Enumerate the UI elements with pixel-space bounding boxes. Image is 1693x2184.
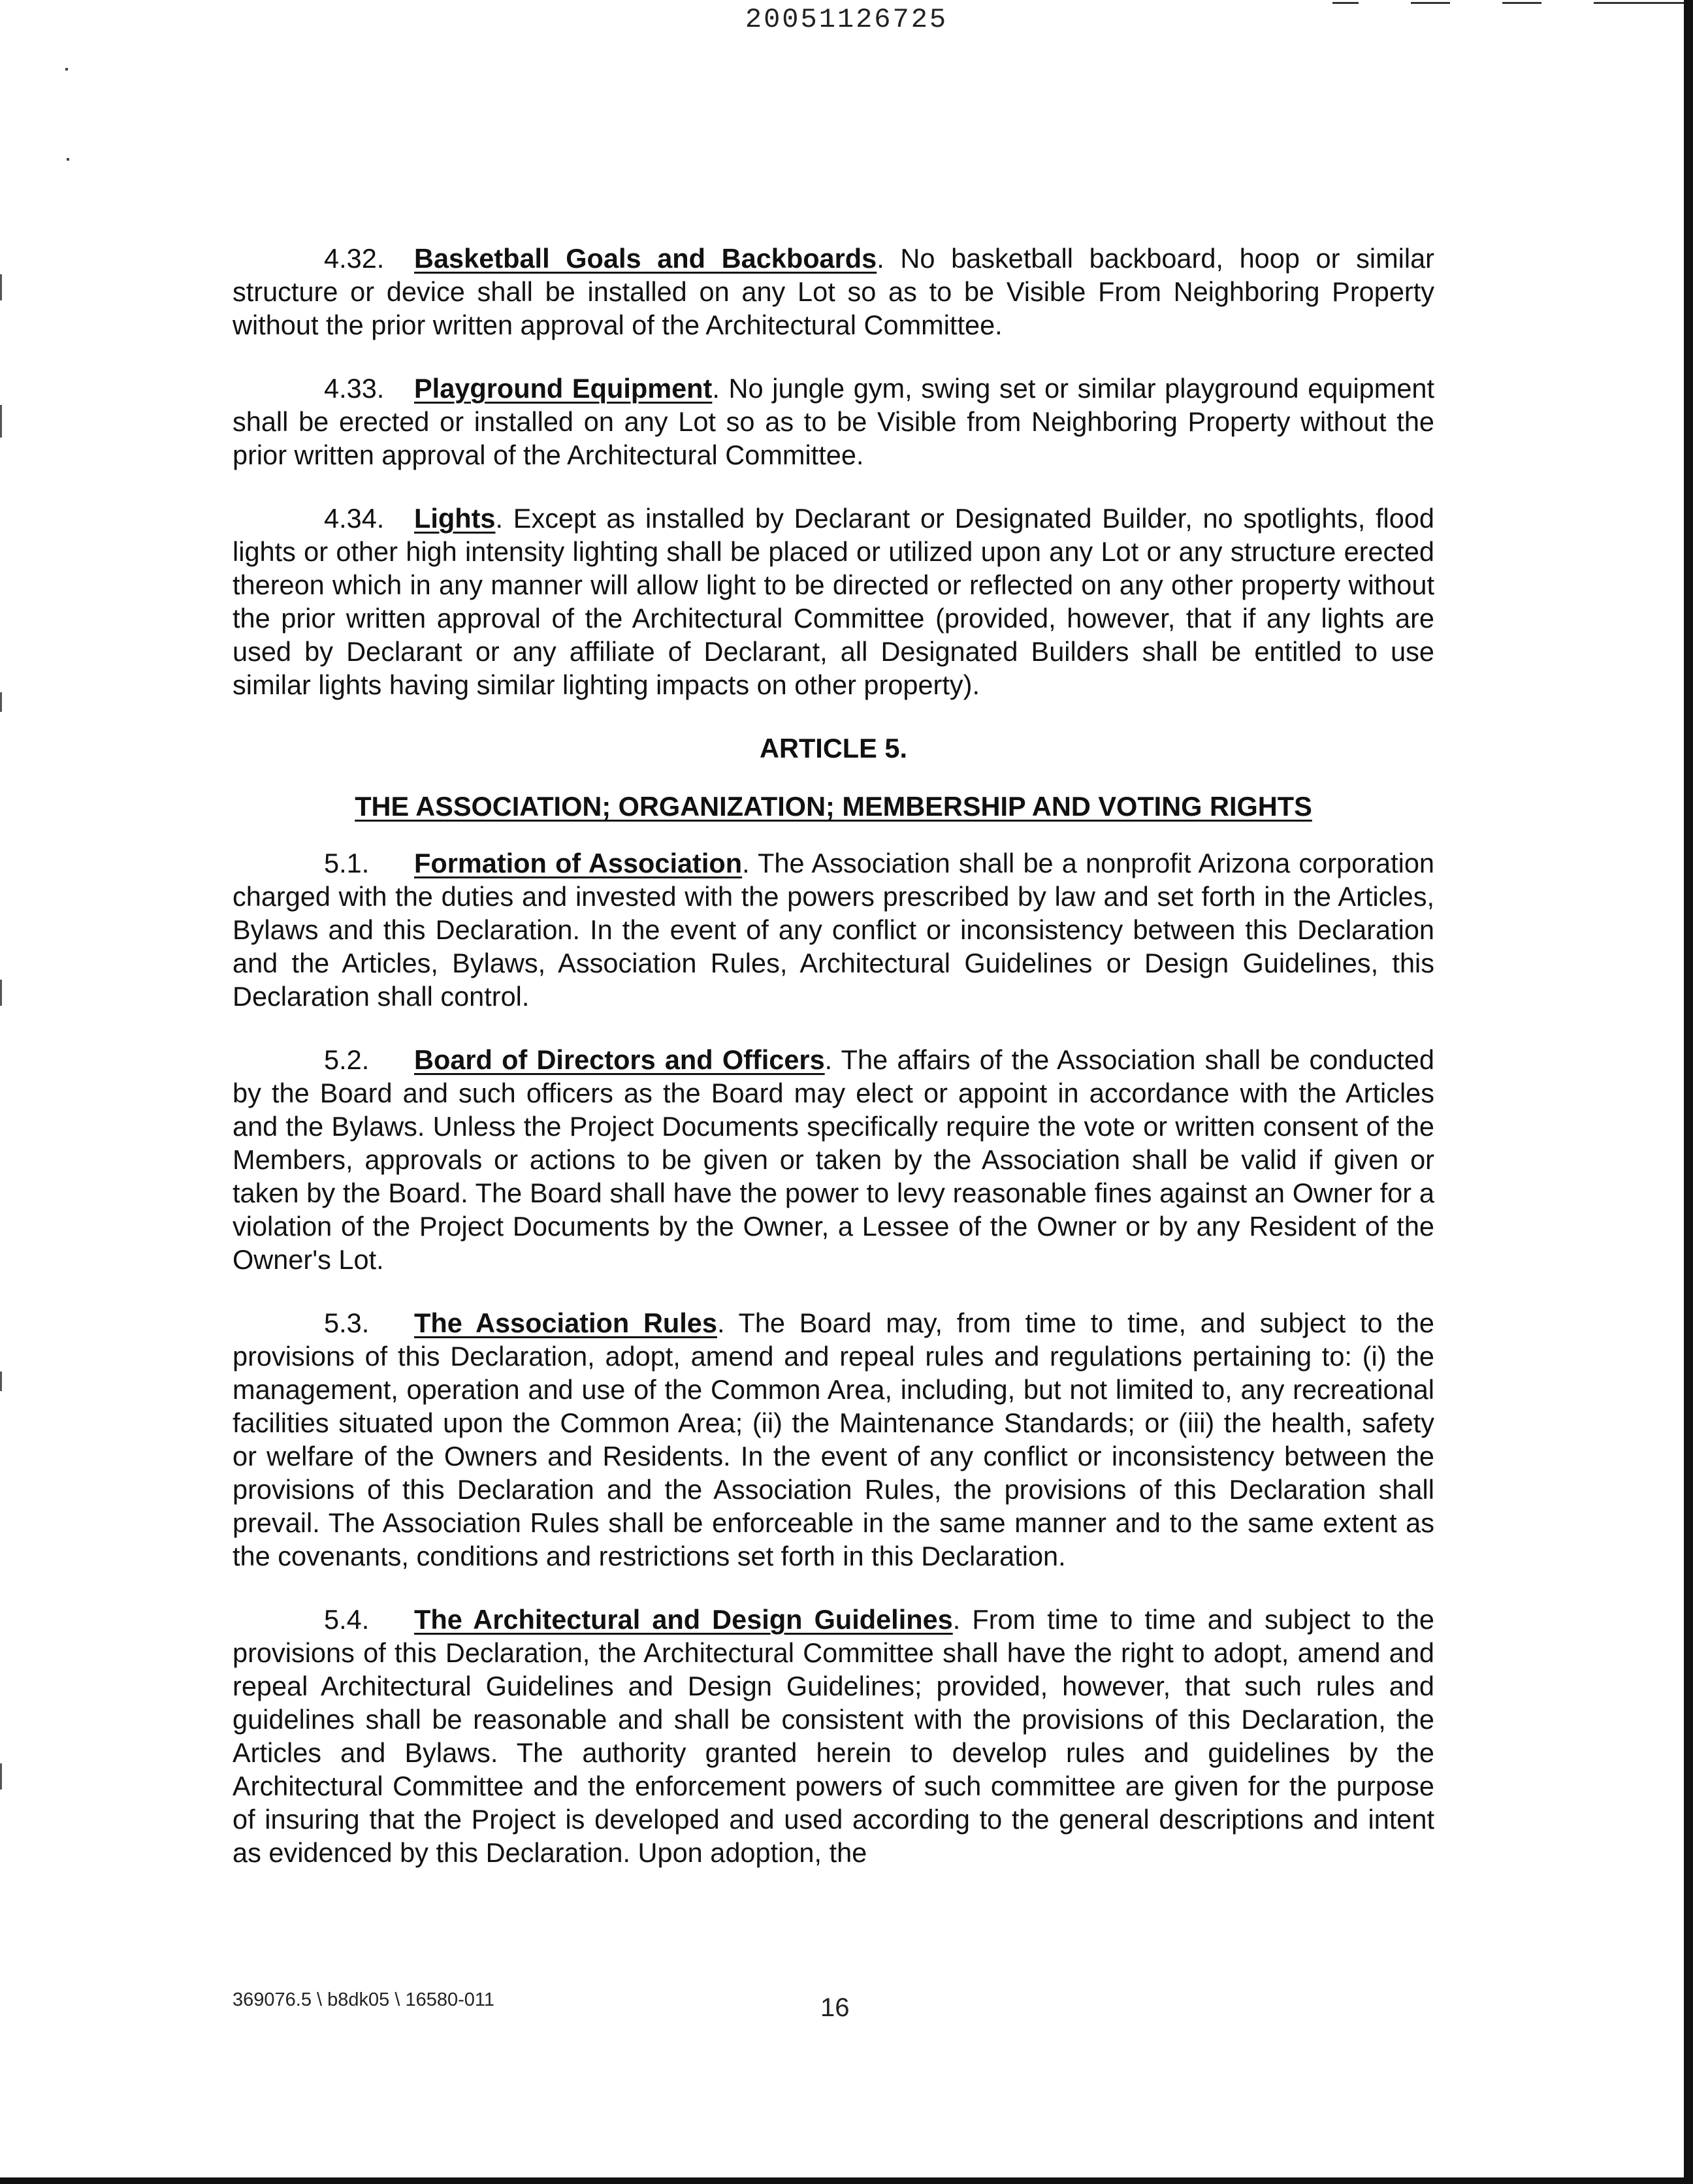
scan-edge-bottom bbox=[0, 2177, 1693, 2184]
scan-edge-right bbox=[1684, 0, 1693, 2184]
section-number: 5.2. bbox=[324, 1044, 370, 1075]
section-number: 5.3. bbox=[324, 1308, 370, 1338]
section-text: . No basketball backboard, hoop or similar structure or device shall be installed on any Lot so as to be Visible From Neighboring Property without the prior written approval of the Architectural Committee. bbox=[233, 243, 1434, 340]
page-number: 16 bbox=[820, 1993, 850, 2022]
section-number: 5.1. bbox=[324, 848, 370, 878]
section-text: . The Board may, from time to time, and subject to the provisions of this Declaration, adopt, amend and repeal rules and regulations pertaining to: (i) the management, operation and use of the Common Area, including, but not limited to, any recreational facilities situated upon the Common Area; (ii) the Maintenance Standards; or (iii) the health, safety or welfare of the Owners and Residents. In the event of any conflict or inconsistency between the provisions of this Declaration and the Association Rules, the provisions of this Declaration shall prevail. The Association Rules shall be enforceable in the same manner and to the same extent as the covenants, conditions and restrictions set forth in this Declaration. bbox=[233, 1308, 1435, 1571]
section-4-33 bbox=[233, 372, 1434, 472]
recording-number: 20051126725 bbox=[745, 4, 948, 35]
footer-document-id: 369076.5 \ b8dk05 \ 16580-011 bbox=[233, 1989, 494, 2010]
section-heading: The Association Rules bbox=[414, 1308, 717, 1338]
section-4-34 bbox=[233, 502, 1434, 701]
scan-edge-tick bbox=[0, 980, 2, 1006]
article-title: ARTICLE 5. bbox=[760, 733, 907, 763]
article-subtitle: THE ASSOCIATION; ORGANIZATION; MEMBERSHIP AND VOTING RIGHTS bbox=[355, 791, 1312, 822]
section-text: . No jungle gym, swing set or similar playground equipment shall be erected or installed on any Lot so as to be Visible from Neighboring Property without the prior written approval of the Architectural Committee. bbox=[233, 373, 1435, 470]
section-number: 4.34. bbox=[324, 503, 385, 534]
scan-speck bbox=[67, 158, 69, 161]
scan-edge-tick bbox=[0, 1372, 2, 1391]
section-heading: Lights bbox=[414, 503, 496, 534]
section-heading: Board of Directors and Officers bbox=[414, 1044, 825, 1075]
document-body bbox=[233, 242, 1434, 1899]
section-number: 5.4. bbox=[324, 1604, 370, 1635]
section-text: . Except as installed by Declarant or Designated Builder, no spotlights, flood lights or other high intensity lighting shall be placed or utilized upon any Lot or any structure erected thereon which in any manner will allow light to be directed or reflected on any other property without the prior written approval of the Architectural Committee (provided, however, that if any lights are used by Declarant or any affiliate of Declarant, all Designated Builders shall be entitled to use similar lights having similar lighting impacts on other property). bbox=[233, 503, 1434, 700]
section-5-2 bbox=[233, 1043, 1434, 1276]
section-number: 4.33. bbox=[324, 373, 385, 404]
section-text: . The Association shall be a nonprofit Arizona corporation charged with the duties and invested with the powers prescribed by law and set forth in the Articles, Bylaws and this Declaration. In the event of any conflict or inconsistency between this Declaration and the Articles, Bylaws, Association Rules, Architectural Guidelines or Design Guidelines, this Declaration shall control. bbox=[233, 848, 1434, 1012]
section-number: 4.32. bbox=[324, 243, 385, 274]
section-5-1 bbox=[233, 846, 1434, 1013]
section-5-3 bbox=[233, 1306, 1434, 1573]
section-text: . From time to time and subject to the provisions of this Declaration, the Architectural Committee shall have the right to adopt, amend and repeal Architectural Guidelines and Design Guidelines; provided, however, that such rules and guidelines shall be reasonable and shall be consistent with the provisions of this Declaration, the Articles and Bylaws. The authority granted herein to develop rules and guidelines by the Architectural Committee and the enforcement powers of such committee are given for the purpose of insuring that the Project is developed and used according to the general descriptions and intent as evidenced by this Declaration. Upon adoption, the bbox=[233, 1604, 1434, 1868]
section-heading: Playground Equipment bbox=[414, 373, 713, 404]
section-4-32 bbox=[233, 242, 1434, 342]
section-5-4 bbox=[233, 1603, 1434, 1869]
section-text: . The affairs of the Association shall be conducted by the Board and such officers as the Board may elect or appoint in accordance with the Articles and the Bylaws. Unless the Project Documents specifically require the vote or written consent of the Members, approvals or actions to be given or taken by the Association shall be valid if given or taken by the Board. The Board shall have the power to levy reasonable fines against an Owner for a violation of the Project Documents by the Owner, a Lessee of the Owner or by any Resident of the Owner's Lot. bbox=[233, 1044, 1434, 1275]
section-heading: Basketball Goals and Backboards bbox=[414, 243, 877, 274]
scan-speck bbox=[65, 68, 68, 71]
section-heading: Formation of Association bbox=[414, 848, 743, 878]
scan-edge-tick bbox=[0, 274, 2, 300]
scan-edge-tick bbox=[0, 692, 2, 712]
scan-edge-tick bbox=[0, 405, 2, 438]
scan-edge-tick bbox=[0, 1763, 2, 1790]
section-heading: The Architectural and Design Guidelines bbox=[414, 1604, 953, 1635]
